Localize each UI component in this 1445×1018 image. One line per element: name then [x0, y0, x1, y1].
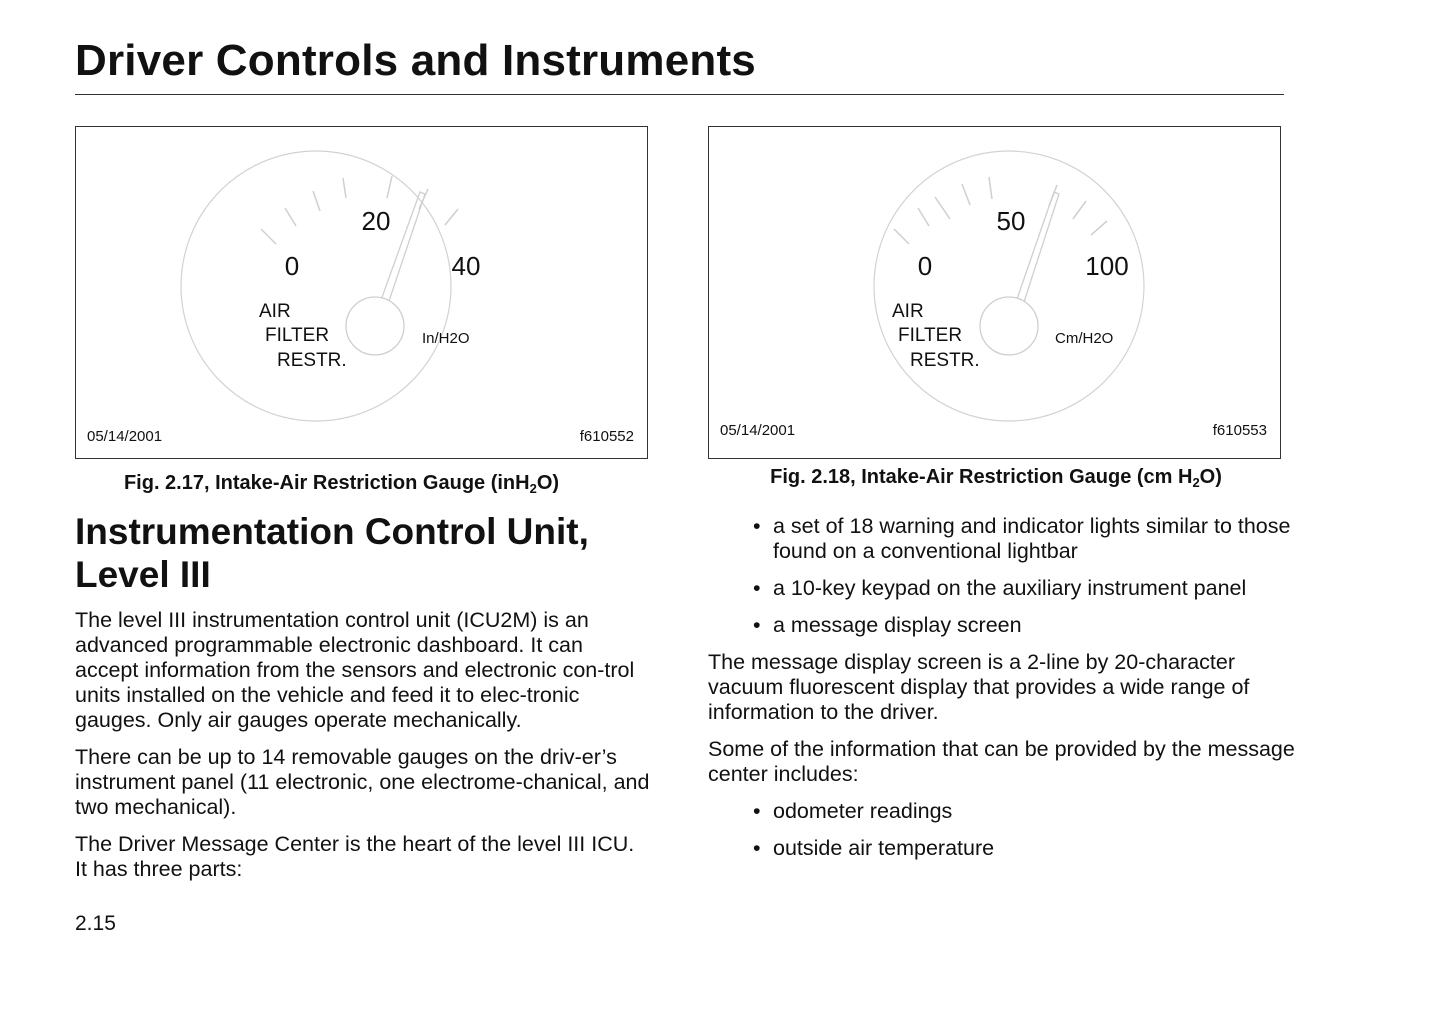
gauge-label-max: 100 — [1085, 251, 1129, 281]
gauge-hub — [980, 297, 1038, 355]
list-item: • a message display screen — [773, 613, 1298, 638]
body-paragraph: The Driver Message Center is the heart of the level III ICU. It has three parts: — [75, 832, 635, 881]
gauge-dial — [874, 151, 1144, 421]
list-item: • a set of 18 warning and indicator lights similar to those found on a conventional lightbar — [773, 514, 1298, 564]
body-paragraph: The message display screen is a 2-line by 20-character vacuum fluorescent display that provides a wide range of information to the driver. — [708, 650, 1250, 724]
gauge-tick — [918, 208, 929, 226]
right-column — [708, 514, 1298, 873]
gauge-name-line-1: AIR — [259, 301, 291, 322]
body-paragraph: Some of the information that can be provided by the message center includes: — [708, 737, 1295, 786]
gauge-drawing — [76, 127, 649, 460]
figure-id: f610552 — [579, 428, 634, 445]
gauge-drawing — [709, 127, 1282, 460]
left-column — [75, 608, 650, 894]
info-list — [708, 799, 1298, 861]
gauge-tick — [343, 178, 346, 198]
gauge-name-line-2: FILTER — [265, 325, 330, 346]
gauge-label-max: 40 — [451, 251, 481, 281]
body-paragraph: There can be up to 14 removable gauges on the driv-er’s instrument panel (11 electronic, one electrome-chanical, and two mechanical). — [75, 745, 650, 819]
title-rule — [75, 94, 1284, 95]
gauge-tick — [1073, 201, 1086, 219]
gauge-label-mid: 50 — [996, 206, 1026, 236]
gauge-tick — [935, 197, 950, 219]
gauge-name-line-3: RESTR. — [910, 350, 980, 371]
gauge-tick — [445, 209, 458, 225]
page-number: 2.15 — [75, 912, 116, 935]
figure-date: 05/14/2001 — [87, 428, 163, 445]
section-heading: Instrumentation Control Unit, Level III — [75, 511, 589, 595]
gauge-tick — [989, 177, 992, 199]
gauge-tick — [1091, 221, 1107, 235]
gauge-tick — [387, 176, 392, 198]
gauge-unit: In/H2O — [422, 330, 470, 347]
gauge-label-min: 0 — [917, 251, 933, 281]
gauge-unit: Cm/H2O — [1055, 330, 1114, 347]
list-item: • a 10-key keypad on the auxiliary instrument panel — [773, 576, 1298, 601]
figure-id: f610553 — [1212, 422, 1267, 439]
gauge-tick — [261, 229, 276, 244]
gauge-tick — [313, 191, 320, 211]
page-title: Driver Controls and Instruments — [75, 36, 756, 85]
list-item: • outside air temperature — [773, 836, 1298, 861]
gauge-tick — [285, 208, 296, 226]
figure-inh2o-gauge — [75, 126, 648, 459]
figure-caption: Fig. 2.17, Intake-Air Restriction Gauge (inH$_2$O) — [123, 472, 560, 496]
gauge-dial — [181, 151, 451, 421]
figure-cmh2o-gauge — [708, 126, 1281, 459]
gauge-name-line-3: RESTR. — [277, 350, 347, 371]
gauge-hub — [346, 297, 404, 355]
gauge-label-min: 0 — [284, 251, 300, 281]
gauge-label-mid: 20 — [361, 206, 391, 236]
list-item: • odometer readings — [773, 799, 1298, 824]
parts-list — [708, 514, 1298, 638]
figure-caption: Fig. 2.18, Intake-Air Restriction Gauge (cm $H_2O$) — [770, 466, 1222, 490]
body-paragraph: The level III instrumentation control unit (ICU2M) is an advanced programmable electronic dashboard. It can accept information from the sensors and electronic con-trol units installed on the vehicle and feed it to elec-tronic gauges. Only air gauges operate mechanically. — [75, 608, 635, 732]
gauge-tick — [894, 229, 909, 244]
gauge-name-line-1: AIR — [892, 301, 924, 322]
gauge-tick — [962, 184, 970, 205]
figure-date: 05/14/2001 — [720, 422, 796, 439]
gauge-name-line-2: FILTER — [898, 325, 963, 346]
